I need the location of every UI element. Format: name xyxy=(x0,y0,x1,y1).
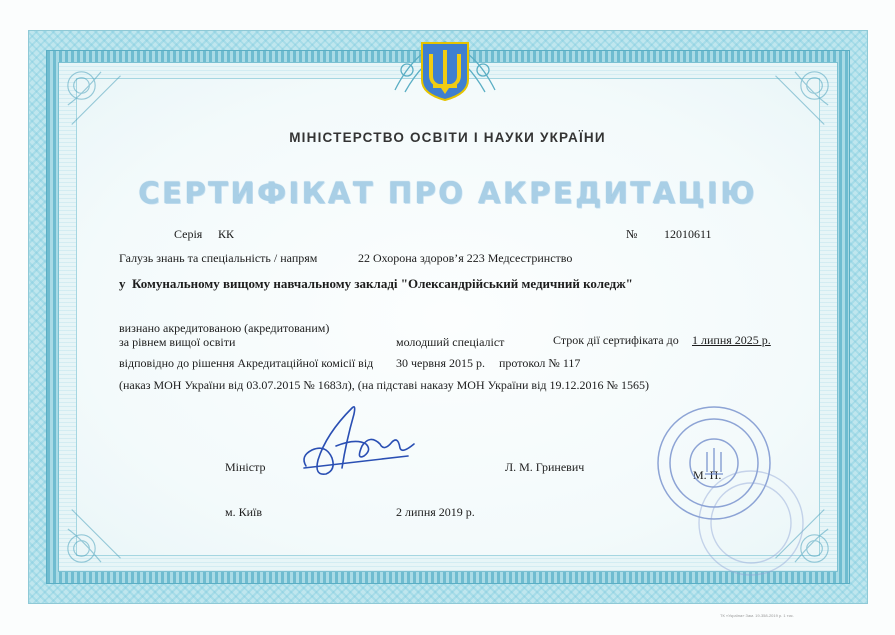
decision-label: відповідно до рішення Акредитаційної комісії від xyxy=(119,356,374,370)
series-label: Серія xyxy=(174,227,203,241)
field-label: Галузь знань та спеціальність / напрям xyxy=(119,251,318,265)
order-reference: (наказ МОН України від 03.07.2015 № 1683л), (на підставі наказу МОН України від 19.12.2016 № 1565) xyxy=(119,378,649,392)
corner-ornament-icon xyxy=(62,490,140,568)
institution-name: Комунальному вищому навчальному закладі "Олександрійський медичний коледж" xyxy=(132,276,633,291)
minister-label: Міністр xyxy=(225,460,266,474)
field-value: 22 Охорона здоров’я 223 Медсестринство xyxy=(358,251,573,265)
institution-prefix: у xyxy=(119,276,126,291)
number-label: № xyxy=(626,227,638,241)
protocol-number: протокол № 117 xyxy=(499,356,581,370)
certificate-number: 12010611 xyxy=(664,227,712,241)
seal-label: М. П. xyxy=(693,468,722,482)
decision-date: 30 червня 2015 р. xyxy=(396,356,485,370)
minister-name: Л. М. Гриневич xyxy=(505,460,585,474)
ministry-heading: МІНІСТЕРСТВО ОСВІТИ І НАУКИ УКРАЇНИ xyxy=(289,130,606,145)
accredited-line2: за рівнем вищої освіти xyxy=(119,335,236,349)
faded-stamp-icon xyxy=(696,468,806,578)
validity-label: Строк дії сертифіката до xyxy=(553,333,679,347)
series-value: КК xyxy=(218,227,235,241)
trident-coat-of-arms-icon xyxy=(419,40,471,102)
validity-date: 1 липня 2025 р. xyxy=(692,333,771,347)
print-info: ТК «Україна» Зам. 19-358-2019 р. 1 тис. xyxy=(720,613,794,618)
minister-signature-icon xyxy=(296,398,426,483)
city-label: м. Київ xyxy=(225,505,263,519)
certificate-title: СЕРТИФІКАТ ПРО АКРЕДИТАЦІЮ xyxy=(138,176,757,210)
issue-date: 2 липня 2019 р. xyxy=(396,505,475,519)
education-level: молодший спеціаліст xyxy=(396,335,505,349)
accredited-line1: визнано акредитованою (акредитованим) xyxy=(119,321,330,335)
